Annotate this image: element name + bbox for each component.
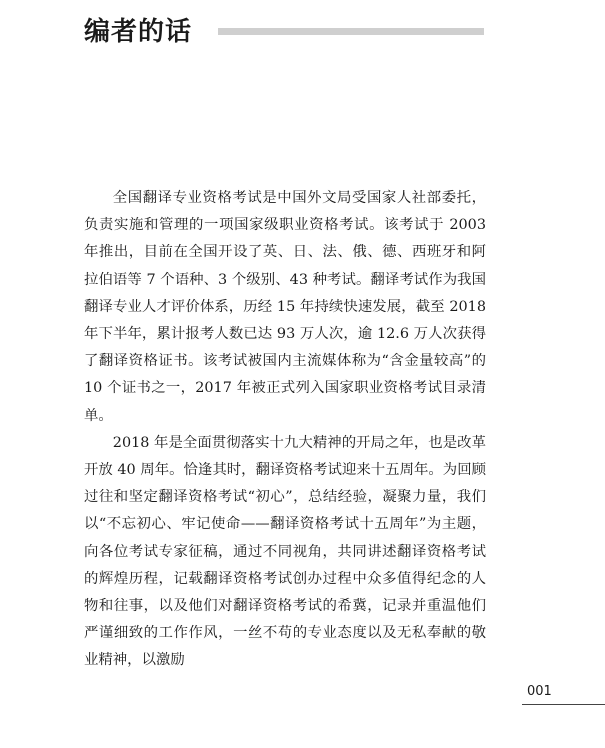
- page-number-rule: [522, 704, 605, 705]
- body-text: [84, 185, 486, 675]
- page-number: 001: [527, 684, 552, 699]
- paragraph-1: 全国翻译专业资格考试是中国外文局受国家人社部委托，负责实施和管理的一项国家级职业资格考试。该考试于 2003 年推出，目前在全国开设了英、日、法、俄、德、西班牙和阿拉伯语等 7 个语种、3 个级别、43 种考试。翻译考试作为我国翻译专业人才评价体系，历经 15 年持续快速发展，截至 2018 年下半年，累计报考人数已达 93 万人次，逾 12.6 万人次获得了翻译资格证书。该考试被国内主流媒体称为“含金量较高”的 10 个证书之一，2017 年被正式列入国家职业资格考试目录清单。: [84, 190, 486, 424]
- page-title: 编者的话: [84, 17, 193, 47]
- paragraph-2: 2018 年是全面贯彻落实十九大精神的开局之年，也是改革开放 40 周年。恰逢其时，翻译资格考试迎来十五周年。为回顾过往和坚定翻译资格考试“初心”，总结经验，凝聚力量，我们以“不忘初心、牢记使命——翻译资格考试十五周年”为主题，向各位考试专家征稿，通过不同视角，共同讲述翻译资格考试的辉煌历程，记载翻译资格考试创办过程中众多值得纪念的人物和往事，以及他们对翻译资格考试的希冀，记录并重温他们严谨细致的工作作风，一丝不苟的专业态度以及无私奉献的敬业精神，以激励: [84, 434, 486, 669]
- title-rule: [218, 28, 484, 35]
